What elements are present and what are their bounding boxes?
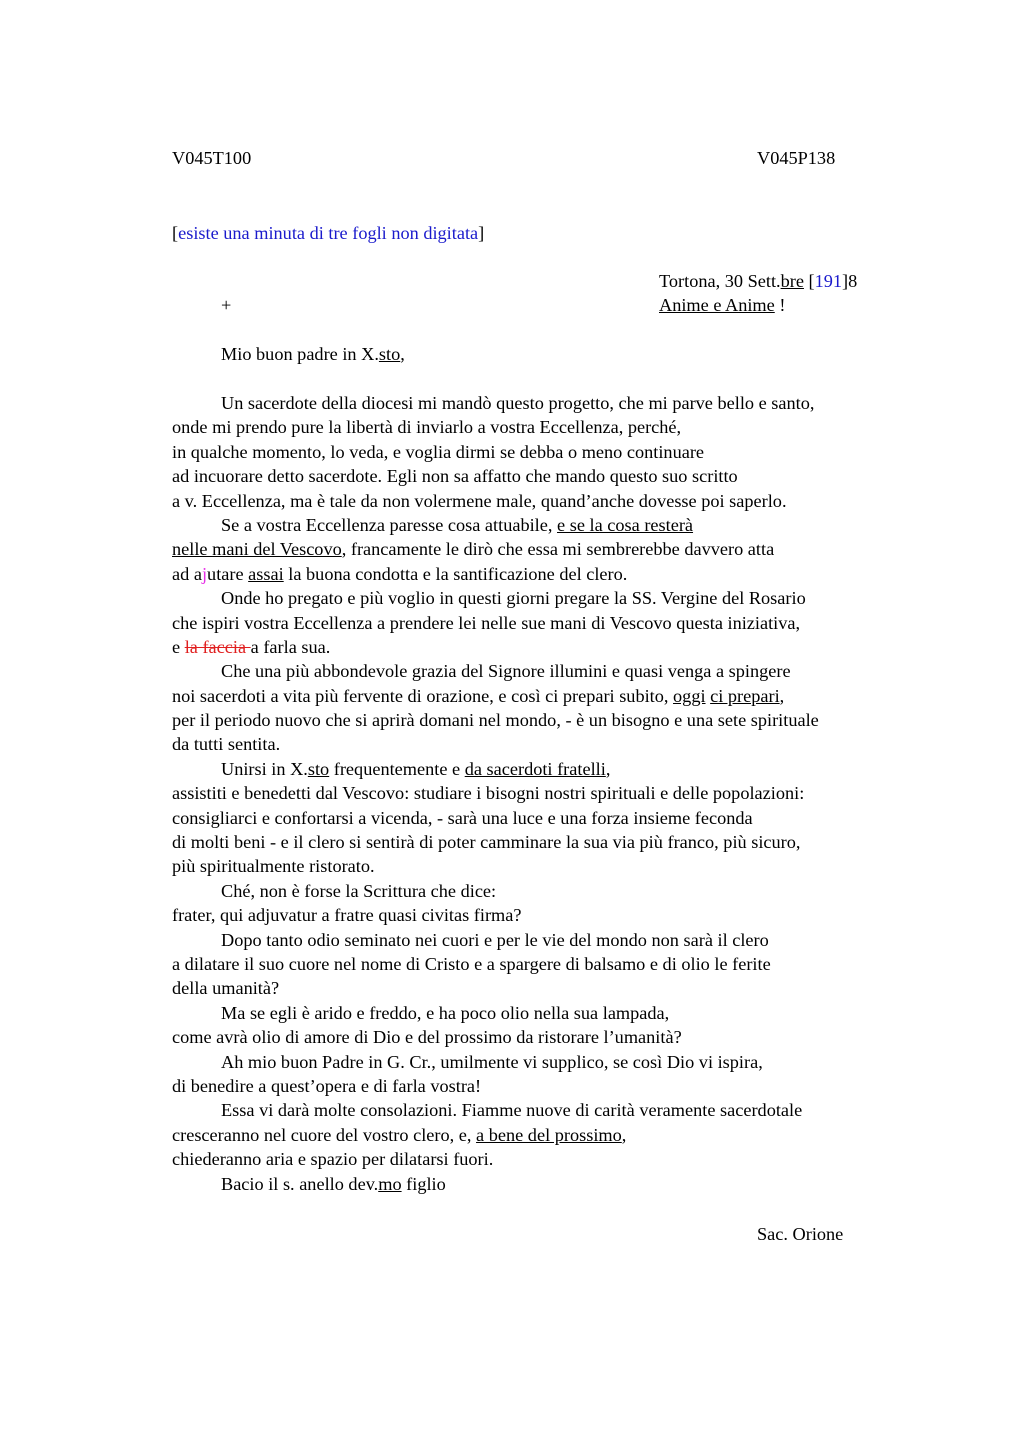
document-code-right: V045P138 [757, 148, 836, 168]
body-line: noi sacerdoti a vita più fervente di orazione, e così ci prepari subito, oggi ci prepari, [172, 685, 785, 706]
year-insert: 191 [814, 271, 843, 291]
body-line: di benedire a quest’opera e di farla vostra! [172, 1075, 482, 1096]
body-line: come avrà olio di amore di Dio e del prossimo da ristorare l’umanità? [172, 1027, 682, 1048]
body-line: Onde ho pregato e più voglio in questi giorni pregare la SS. Vergine del Rosario [221, 588, 806, 609]
signature: Sac. Orione [757, 1224, 844, 1244]
body-line: a dilatare il suo cuore nel nome di Cristo e a spargere di balsamo e di olio le ferite [172, 953, 771, 974]
body-line: Essa vi darà molte consolazioni. Fiamme nuove di carità veramente sacerdotale [221, 1100, 803, 1121]
body-line: Dopo tanto odio seminato nei cuori e per le vie del mondo non sarà il clero [221, 929, 769, 950]
cross-mark: + [221, 295, 232, 315]
body-line: cresceranno nel cuore del vostro clero, e, a bene del prossimo, [172, 1124, 627, 1145]
body-line: assistiti e benedetti dal Vescovo: studiare i bisogni nostri spirituali e delle popolazioni: [172, 783, 805, 804]
body-line: Che una più abbondevole grazia del Signore illumini e quasi venga a spingere [221, 661, 791, 682]
body-line: frater, qui adjuvatur a fratre quasi civitas firma? [172, 905, 522, 926]
body-line: per il periodo nuovo che si aprirà domani nel mondo, - è un bisogno e una sete spirituale [172, 710, 819, 731]
body-line: nelle mani del Vescovo, francamente le dirò che essa mi sembrerebbe davvero atta [172, 539, 775, 560]
motto: Anime e Anime ! [659, 295, 786, 315]
body-line: più spiritualmente ristorato. [172, 856, 375, 877]
deleted-text: la faccia [184, 636, 251, 657]
letter-body [172, 391, 912, 1196]
body-line: in qualche momento, lo veda, e voglia dirmi se debba o meno continuare [172, 441, 705, 462]
body-line: Ma se egli è arido e freddo, e ha poco olio nella sua lampada, [221, 1002, 670, 1023]
editor-note: [esiste una minuta di tre fogli non digitata] [172, 223, 485, 243]
body-line: Se a vostra Eccellenza paresse cosa attuabile, e se la cosa resterà [221, 514, 694, 535]
body-line: della umanità? [172, 978, 280, 999]
salutation: Mio buon padre in X.sto, [221, 344, 405, 364]
body-line: che ispiri vostra Eccellenza a prendere lei nelle sue mani di Vescovo questa iniziativa, [172, 612, 801, 633]
body-line: chiederanno aria e spazio per dilatarsi fuori. [172, 1149, 494, 1170]
document-code-left: V045T100 [172, 148, 252, 168]
dateline: Tortona, 30 Sett.bre [191]8 [659, 271, 858, 291]
body-line: da tutti sentita. [172, 734, 281, 755]
body-line: onde mi prendo pure la libertà di inviarlo a vostra Eccellenza, perché, [172, 417, 682, 438]
body-line: Unirsi in X.sto frequentemente e da sacerdoti fratelli, [221, 758, 611, 779]
body-line: Un sacerdote della diocesi mi mandò questo progetto, che mi parve bello e santo, [221, 393, 815, 413]
closing-line: Bacio il s. anello dev.mo figlio [221, 1173, 446, 1194]
body-line: ad incuorare detto sacerdote. Egli non sa affatto che mando questo suo scritto [172, 466, 738, 487]
correction-mark: j [201, 563, 208, 584]
body-line: di molti beni - e il clero si sentirà di poter camminare la sua via più franco, più sicuro, [172, 832, 801, 853]
body-line: a v. Eccellenza, ma è tale da non volermene male, quand’anche dovesse poi saperlo. [172, 490, 787, 511]
editor-note-text: esiste una minuta di tre fogli non digitata [178, 223, 479, 243]
body-line: e la faccia a farla sua. [172, 636, 331, 657]
body-line: Ah mio buon Padre in G. Cr., umilmente vi supplico, se così Dio vi ispira, [221, 1051, 763, 1072]
body-line: Ché, non è forse la Scrittura che dice: [221, 880, 497, 901]
body-line: ad ajutare assai la buona condotta e la santificazione del clero. [172, 563, 628, 584]
body-line: consigliarci e confortarsi a vicenda, - sarà una luce e una forza insieme feconda [172, 807, 753, 828]
